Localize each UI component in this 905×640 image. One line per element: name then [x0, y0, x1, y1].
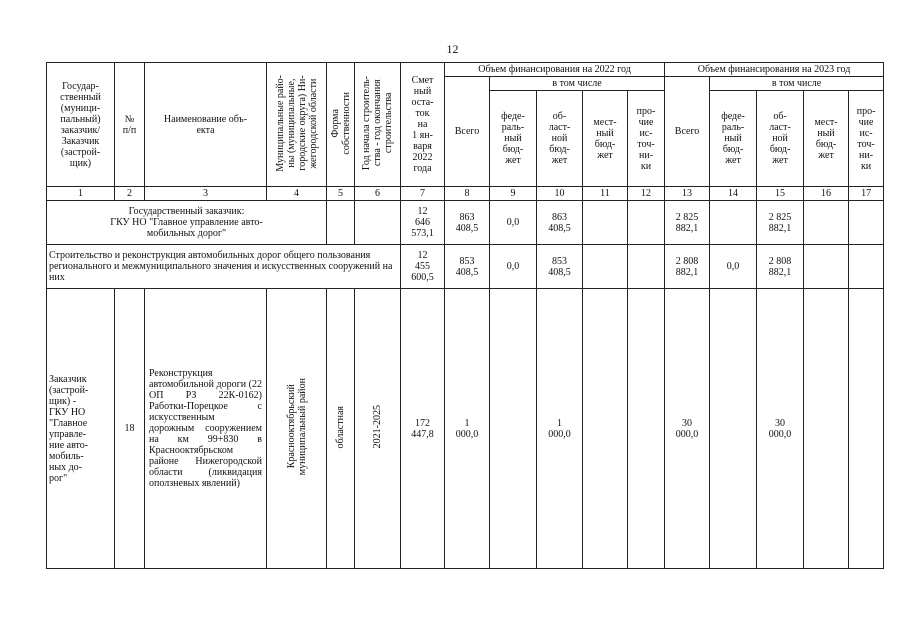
column-numbers-row: [47, 187, 884, 201]
header-regional-2022: об- ласт- ной бюд- жет: [537, 91, 583, 187]
header-including-2023: в том числе: [710, 77, 884, 91]
header-federal-2022: феде- раль- ный бюд- жет: [490, 91, 537, 187]
row18-object: Реконструкция автомобильной дороги (22 ОП РЗ 22К-0162) Работки-Порецкое с искусственным дорожным сооружением на км 99+830 в Краснооктябрьском районе Нижегородской области (ликвидация оползневых явлений): [145, 289, 267, 569]
col-number: 14: [710, 187, 757, 201]
financing-table: [46, 62, 884, 569]
col-number: 9: [490, 187, 537, 201]
row18-ownership: областная: [327, 289, 355, 569]
row18-regional-2022: 1 000,0: [537, 289, 583, 569]
col-number: 17: [849, 187, 884, 201]
construction-total-2023: 2 808 882,1: [665, 245, 710, 289]
header-fin-2022: Объем финансирования на 2022 год: [445, 63, 665, 77]
construction-federal-2022: 0,0: [490, 245, 537, 289]
col-number: 15: [757, 187, 804, 201]
construction-label: Строительство и реконструкция автомобильных дорог общего пользования регионального и межмуниципального значения и искусственных сооружений на них: [47, 245, 401, 289]
col-number: 16: [804, 187, 849, 201]
header-total-2023: Всего: [665, 77, 710, 187]
state-total-2022: 863 408,5: [445, 201, 490, 245]
header-other-2022: про- чие ис- точ- ни- ки: [628, 91, 665, 187]
state-regional-2022: 863 408,5: [537, 201, 583, 245]
header-years: Год начала строитель- ства - год окончания строительства: [355, 63, 401, 187]
cell-empty: [628, 289, 665, 569]
row18-total-2022: 1 000,0: [445, 289, 490, 569]
state-federal-2022: 0,0: [490, 201, 537, 245]
col-number: 1: [47, 187, 115, 201]
row18-estimate: 172 447,8: [401, 289, 445, 569]
cell-empty: [628, 245, 665, 289]
construction-regional-2023: 2 808 882,1: [757, 245, 804, 289]
header-estimate: Смет ный оста- ток на 1 ян- варя 2022 года: [401, 63, 445, 187]
col-number: 2: [115, 187, 145, 201]
header-local-2023: мест- ный бюд- жет: [804, 91, 849, 187]
header-district: Муниципальные райо- ны (муниципальные, городские округа) Ни- жегородской области: [267, 63, 327, 187]
col-number: 7: [401, 187, 445, 201]
cell-empty: [804, 201, 849, 245]
construction-total-2022: 853 408,5: [445, 245, 490, 289]
cell-empty: [710, 201, 757, 245]
cell-empty: [849, 289, 884, 569]
col-number: 12: [628, 187, 665, 201]
construction-regional-2022: 853 408,5: [537, 245, 583, 289]
table-row-state-customer: [47, 201, 884, 245]
construction-estimate: 12 455 600,5: [401, 245, 445, 289]
header-federal-2023: феде- раль- ный бюд- жет: [710, 91, 757, 187]
row18-total-2023: 30 000,0: [665, 289, 710, 569]
cell-empty: [355, 201, 401, 245]
header-customer: Государ- ственный (муници- пальный) заказчик/ Заказчик (застрой- щик): [47, 63, 115, 187]
construction-federal-2023: 0,0: [710, 245, 757, 289]
col-number: 10: [537, 187, 583, 201]
table-row-18: [47, 289, 884, 569]
header-total-2022: Всего: [445, 77, 490, 187]
cell-empty: [710, 289, 757, 569]
header-local-2022: мест- ный бюд- жет: [583, 91, 628, 187]
col-number: 8: [445, 187, 490, 201]
row18-regional-2023: 30 000,0: [757, 289, 804, 569]
cell-empty: [583, 201, 628, 245]
cell-empty: [804, 289, 849, 569]
col-number: 4: [267, 187, 327, 201]
header-including-2022: в том числе: [490, 77, 665, 91]
cell-empty: [583, 245, 628, 289]
row18-district: Краснооктябрьский муниципальный район: [267, 289, 327, 569]
table-row-construction: [47, 245, 884, 289]
header-ownership: Форма собственности: [327, 63, 355, 187]
header-object-name: Наименование объ- екта: [145, 63, 267, 187]
col-number: 13: [665, 187, 710, 201]
state-total-2023: 2 825 882,1: [665, 201, 710, 245]
state-regional-2023: 2 825 882,1: [757, 201, 804, 245]
header-fin-2023: Объем финансирования на 2023 год: [665, 63, 884, 77]
cell-empty: [583, 289, 628, 569]
header-num: № п/п: [115, 63, 145, 187]
row18-num: 18: [115, 289, 145, 569]
col-number: 3: [145, 187, 267, 201]
header-other-2023: про- чие ис- точ- ни- ки: [849, 91, 884, 187]
row18-years: 2021-2025: [355, 289, 401, 569]
state-customer-label: Государственный заказчик: ГКУ НО "Главное управление авто- мобильных дорог": [47, 201, 327, 245]
cell-empty: [849, 245, 884, 289]
page-number: 12: [446, 42, 459, 56]
col-number: 5: [327, 187, 355, 201]
cell-empty: [804, 245, 849, 289]
col-number: 11: [583, 187, 628, 201]
cell-empty: [628, 201, 665, 245]
header-regional-2023: об- ласт- ной бюд- жет: [757, 91, 804, 187]
row18-customer: Заказчик (застрой- щик) - ГКУ НО "Главное управле- ние авто- мобиль- ных до- рог": [47, 289, 115, 569]
cell-empty: [327, 201, 355, 245]
cell-empty: [490, 289, 537, 569]
col-number: 6: [355, 187, 401, 201]
cell-empty: [849, 201, 884, 245]
state-estimate: 12 646 573,1: [401, 201, 445, 245]
